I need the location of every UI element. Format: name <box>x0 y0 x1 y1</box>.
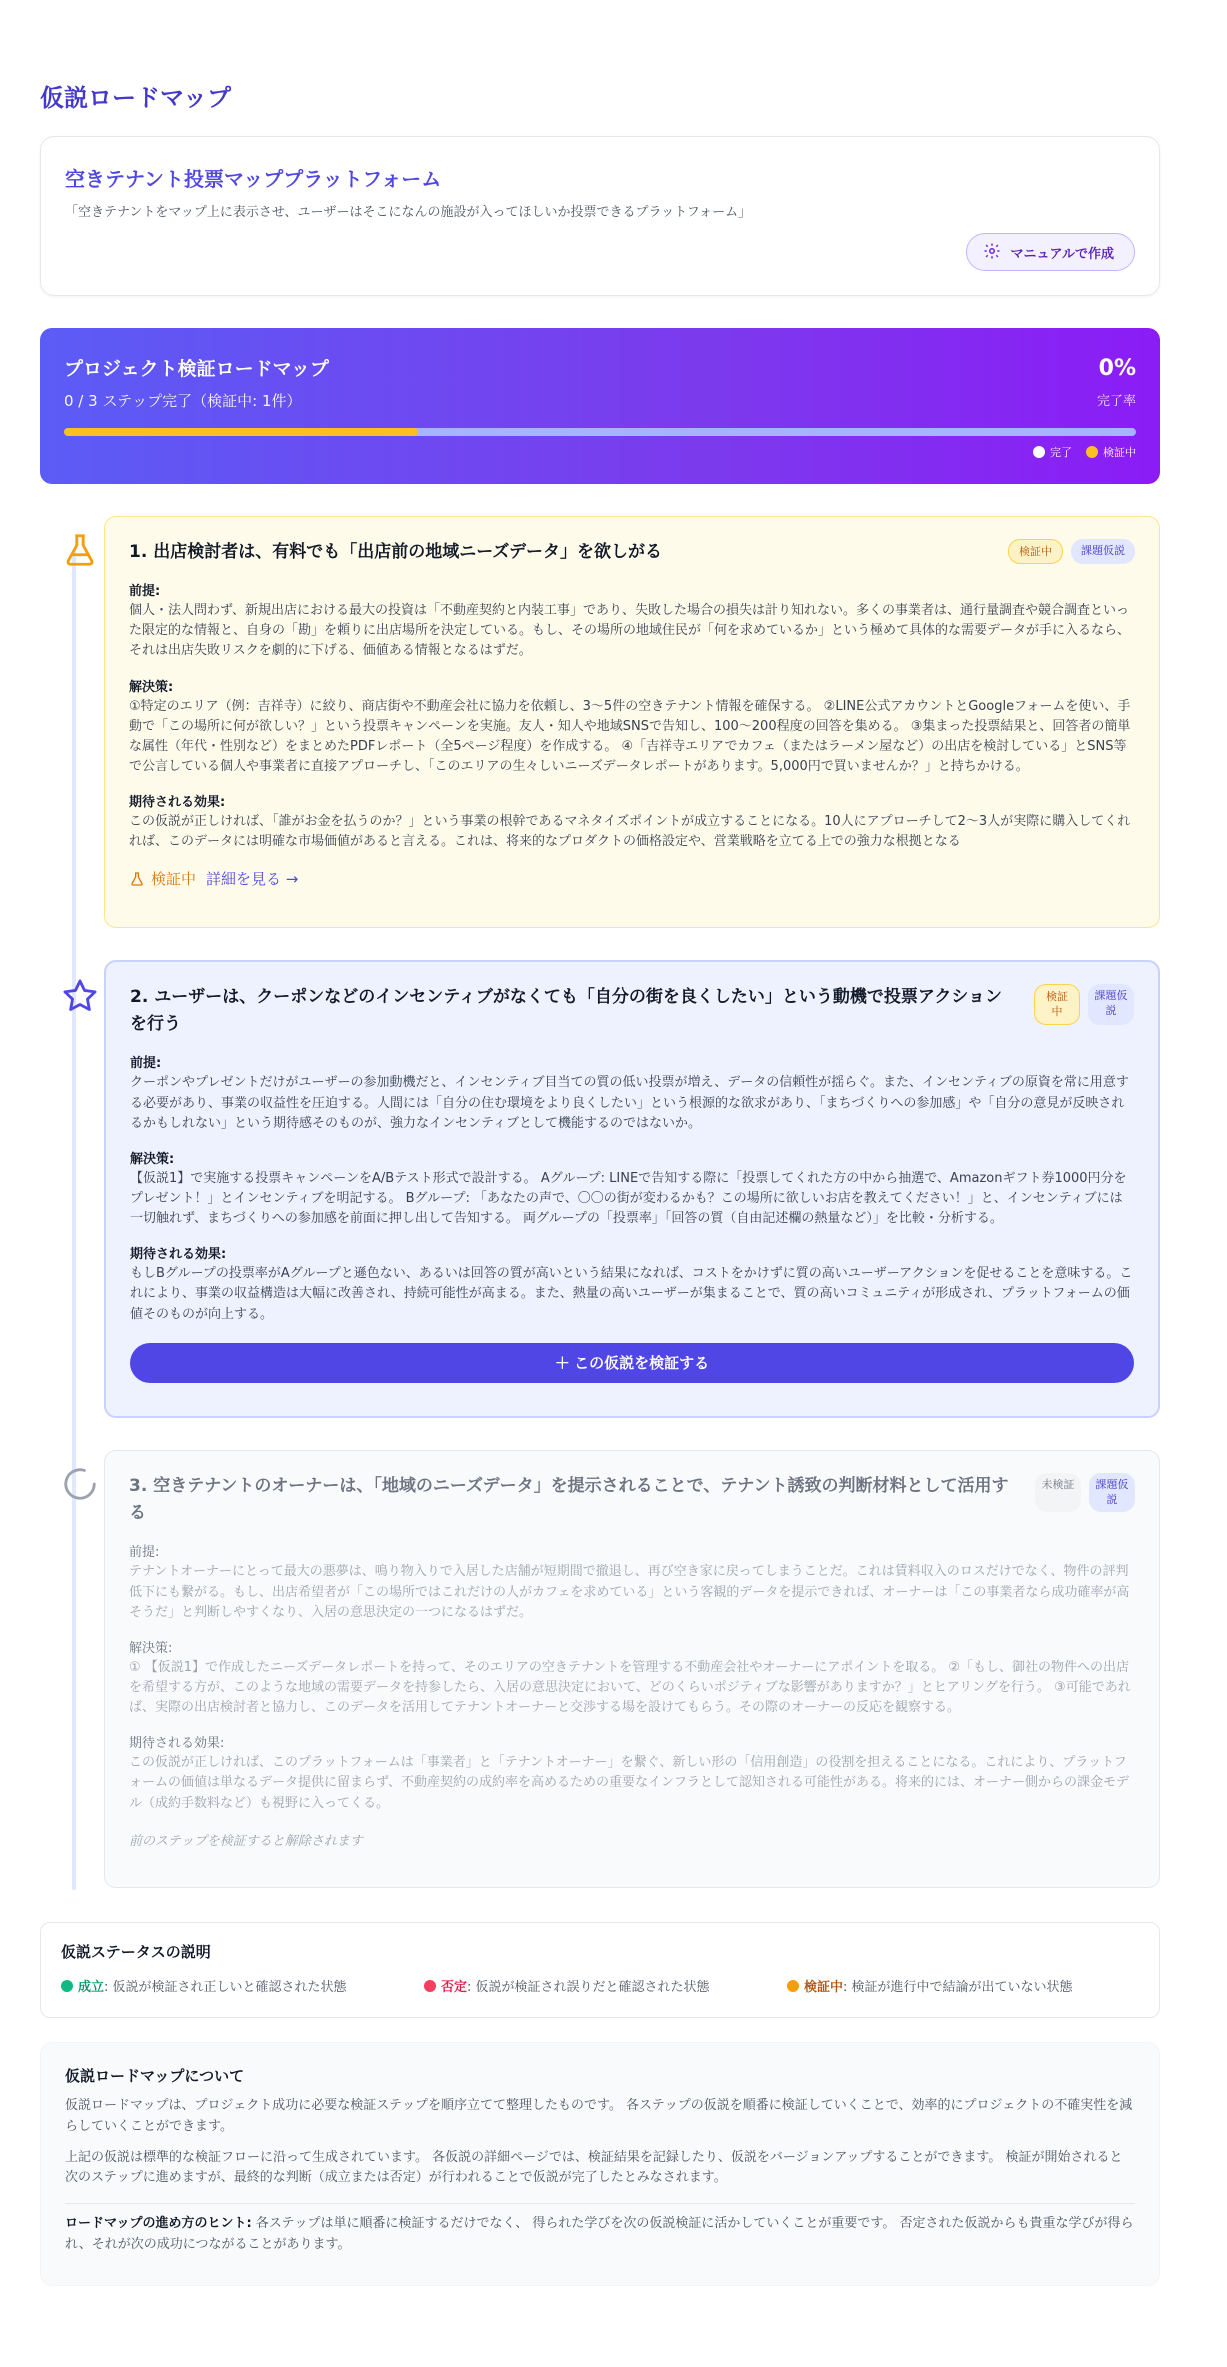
step-badges <box>1034 984 1134 1025</box>
status-badge: 検証中 <box>1034 984 1080 1025</box>
progress-legend <box>1033 444 1136 460</box>
solution-text: 【仮説1】で実施する投票キャンペーンをA/Bテスト形式で設計する。 Aグループ: LINEで告知する際に「投票してくれた方の中から抽選で、Amazonギフト券1000円分をプレゼント！」とインセンティブを明記する。 Bグループ: 「あなたの声で、〇〇の街が変わるかも？この場所に欲しいお店を教えてください！」と、インセンティブには一切触れず、まちづくりへの参加感を前面に押し出して告知する。 両グループの「投票率」「回答の質（自由記述欄の熱量など）」を比較・分析する。 <box>130 1170 1127 1227</box>
solution-label: 解決策: <box>130 1151 175 1167</box>
about-paragraph-2: 上記の仮説は標準的な検証フローに沿って生成されています。 各仮説の詳細ページでは、検証結果を記録したり、仮説をバージョンアップすることができます。 検証が開始されると次のステップに進めますが、最終的な判断（成立または否定）が行われることで仮説が完了したとみなされます。 <box>65 2149 1123 2186</box>
legend-done-dot <box>1033 446 1045 458</box>
effect-text: この仮説が正しければ、このプラットフォームは「事業者」と「テナントオーナー」を繋ぐ、新しい形の「信用創造」の役割を担えることになる。これにより、プラットフォームの価値は単なるデータ提供に留まらず、不動産契約の成約率を高めるための重要なインフラとして認知される可能性がある。将来的には、オーナー側からの課金モデル（成約手数料など）も視野に入ってくる。 <box>129 1755 1129 1811</box>
roadmap-progress-panel <box>40 328 1160 484</box>
legend-done <box>1033 444 1072 460</box>
about-title: 仮説ロードマップについて <box>65 2067 245 2085</box>
footer-status <box>129 868 196 889</box>
status-dot-verifying <box>787 1980 799 1992</box>
gear-icon <box>983 242 1001 263</box>
step-footer <box>129 868 1135 889</box>
status-dot-rejected <box>424 1980 436 1992</box>
solution-text: ① 【仮説1】で作成したニーズデータレポートを持って、そのエリアの空きテナントを管理する不動産会社やオーナーにアポイントを取る。 ②「もし、御社の物件への出店を希望する方が、このような地域の需要データを持参したら、入居の意思決定において、どのくらいポジティブな影響がありますか？」とヒアリングを行う。 ③可能であれば、実際の出店検討者と協力し、このデータを活用してテナントオーナーと交渉する場を設けてもらう。その際のオーナーの反応を観察する。 <box>129 1659 1131 1716</box>
solution-label: 解決策: <box>129 1640 173 1656</box>
status-legend-items <box>61 1976 1139 1995</box>
effect-label: 期待される効果: <box>129 1736 225 1752</box>
step-title: 1. 出店検討者は、有料でも「出店前の地域ニーズデータ」を欲しがる <box>129 542 663 562</box>
hint-text: 各ステップは単に順番に検証するだけでなく、 得られた学びを次の仮説検証に活かしていくことが重要です。 否定された仮説からも貴重な学びが得られ、それが次の成功につながることがあります。 <box>65 2216 1134 2252</box>
status-item-established <box>61 1976 424 1995</box>
roadmap-hint <box>65 2214 1135 2256</box>
project-description: 「空きテナントをマップ上に表示させ、ユーザーはそこになんの施設が入ってほしいか投票できるプラットフォーム」 <box>65 205 752 220</box>
step-title: 3. 空きテナントのオーナーは、「地域のニーズデータ」を提示されることで、テナント誘致の判断材料として活用する <box>129 1476 1009 1524</box>
about-roadmap <box>40 2042 1160 2286</box>
about-paragraph-1: 仮説ロードマップは、プロジェクト成功に必要な検証ステップを順序立てて整理したものです。 各ステップの仮説を順番に検証していくことで、効率的にプロジェクトの不確実性を減らしていくことができます。 <box>65 2098 1133 2134</box>
effect-text: この仮説が正しければ、「誰がお金を払うのか？」という事業の根幹であるマネタイズポイントが成立することになる。10人にアプローチして2〜3人が実際に購入してくれれば、このデータには明確な市場価値があると言える。これは、将来的なプロダクトの価格設定や、営業戦略を立てる上での強力な根拠となる <box>129 814 1131 850</box>
premise-label: 前提: <box>129 584 161 600</box>
solution-label: 解決策: <box>129 679 174 695</box>
project-card <box>40 136 1160 296</box>
status-item-verifying <box>787 1976 1073 1995</box>
solution-text: ①特定のエリア（例：吉祥寺）に絞り、商店街や不動産会社に協力を依頼し、3〜5件の空きテナント情報を確保する。 ②LINE公式アカウントとGoogleフォームを使い、手動で「この場所に何が欲しい？」という投票キャンペーンを実施。友人・知人や地域SNSで告知し、100〜200程度の回答を集める。 ③集まった投票結果と、回答者の簡単な属性（年代・性別など）をまとめたPDFレポート（全5ページ程度）を作成する。 ④「吉祥寺エリアでカフェ（またはラーメン屋など）の出店を検討している」とSNS等で公言している個人や事業者に直接アプローチし、「このエリアの生々しいニーズデータレポートがあります。5,000円で買いませんか？」と持ちかける。 <box>129 698 1131 775</box>
legend-verifying-dot <box>1086 446 1098 458</box>
premise-text: 個人・法人問わず、新規出店における最大の投資は「不動産契約と内装工事」であり、失敗した場合の損失は計り知れない。多くの事業者は、通行量調査や競合調査といった限定的な情報と、自身の「勘」を頼りに出店場所を決定している。もし、その場所の地域住民が「何を求めているか」という極めて具体的な需要データが手に入るなら、それは出店失敗リスクを劇的に下げる、価値ある情報となるはずだ。 <box>129 603 1131 659</box>
status-dot-established <box>61 1980 73 1992</box>
step-badges <box>1008 539 1135 564</box>
footer-status-label: 検証中 <box>151 870 197 889</box>
flask-icon <box>60 530 100 570</box>
step-card-2 <box>104 960 1160 1418</box>
status-label: 成立 <box>78 1980 105 1995</box>
status-desc: : 仮説が検証され正しいと確認された状態 <box>104 1980 347 1995</box>
effect-label: 期待される効果: <box>130 1247 227 1263</box>
status-legend-title: 仮説ステータスの説明 <box>61 1943 211 1961</box>
type-badge: 課題仮説 <box>1071 539 1135 564</box>
status-desc: : 検証が進行中で結論が出ていない状態 <box>843 1980 1073 1995</box>
verify-hypothesis-button[interactable]: ＋ この仮説を検証する <box>130 1343 1134 1383</box>
type-badge: 課題仮説 <box>1088 984 1134 1025</box>
legend-done-label: 完了 <box>1050 446 1072 459</box>
step-badges <box>1035 1473 1135 1512</box>
type-badge: 課題仮説 <box>1089 1473 1135 1512</box>
step-title: 2. ユーザーは、クーポンなどのインセンティブがなくても「自分の街を良くしたい」という動機で投票アクションを行う <box>130 987 1002 1035</box>
status-badge: 未検証 <box>1035 1473 1081 1512</box>
progress-bar <box>64 428 1136 436</box>
spinner-icon <box>60 1464 100 1504</box>
divider <box>65 2203 1135 2204</box>
locked-note: 前のステップを検証すると解除されます <box>129 1833 363 1849</box>
effect-label: 期待される効果: <box>129 795 226 811</box>
completion-percent: 0% <box>1098 356 1136 381</box>
effect-text: もしBグループの投票率がAグループと遜色ない、あるいは回答の質が高いという結果になれば、コストをかけずに質の高いユーザーアクションを促せることを意味する。これにより、事業の収益構造は大幅に改善され、持続可能性が高まる。また、熱量の高いユーザーが集まることで、質の高いコミュニティが形成され、プラットフォームの価値そのものが向上する。 <box>130 1266 1133 1322</box>
step-card-3 <box>104 1450 1160 1888</box>
hint-label: ロードマップの進め方のヒント: <box>65 2216 252 2232</box>
star-icon <box>60 976 100 1016</box>
timeline-line <box>72 550 76 1890</box>
roadmap-title: プロジェクト検証ロードマップ <box>64 358 329 380</box>
status-label: 否定 <box>441 1980 468 1995</box>
flask-small-icon <box>129 871 145 887</box>
premise-label: 前提: <box>130 1056 162 1072</box>
step-card-1 <box>104 516 1160 928</box>
roadmap-subtitle: 0 / 3 ステップ完了（検証中: 1件） <box>64 392 302 410</box>
progress-bar-fill <box>64 428 418 436</box>
status-badge: 検証中 <box>1008 539 1063 564</box>
status-desc: : 仮説が検証され誤りだと確認された状態 <box>467 1980 710 1995</box>
manual-create-button[interactable] <box>966 233 1135 271</box>
legend-verifying-label: 検証中 <box>1103 446 1136 459</box>
view-details-link[interactable]: 詳細を見る → <box>206 870 299 889</box>
legend-verifying <box>1086 444 1136 460</box>
completion-percent-label: 完了率 <box>1096 394 1136 409</box>
premise-label: 前提: <box>129 1545 160 1561</box>
manual-create-label: マニュアルで作成 <box>1010 245 1114 261</box>
premise-text: テナントオーナーにとって最大の悪夢は、鳴り物入りで入居した店舗が短期間で撤退し、再び空き家に戻ってしまうことだ。これは賃料収入のロスだけでなく、物件の評判低下にも繋がる。もし、出店希望者が「この場所ではこれだけの人がカフェを求めている」という客観的データを提示できれば、オーナーは「この事業者なら成功確率が高そうだ」と判断しやすくなり、入居の意思決定の一つになるはずだ。 <box>129 1564 1130 1620</box>
page-title: 仮説ロードマップ <box>40 84 232 112</box>
status-item-rejected <box>424 1976 787 1995</box>
status-label: 検証中 <box>804 1980 844 1995</box>
status-legend <box>40 1922 1160 2018</box>
project-name: 空きテナント投票マッププラットフォーム <box>65 167 442 191</box>
premise-text: クーポンやプレゼントだけがユーザーの参加動機だと、インセンティブ目当ての質の低い投票が増え、データの信頼性が揺らぐ。また、インセンティブの原資を常に用意する必要があり、事業の収益性を圧迫する。人間には「自分の住む環境をより良くしたい」という根源的な欲求があり、「まちづくりへの参加感」や「自分の意見が反映されるかもしれない」という期待感そのものが、強力なインセンティブとして機能するのではないか。 <box>130 1075 1129 1131</box>
